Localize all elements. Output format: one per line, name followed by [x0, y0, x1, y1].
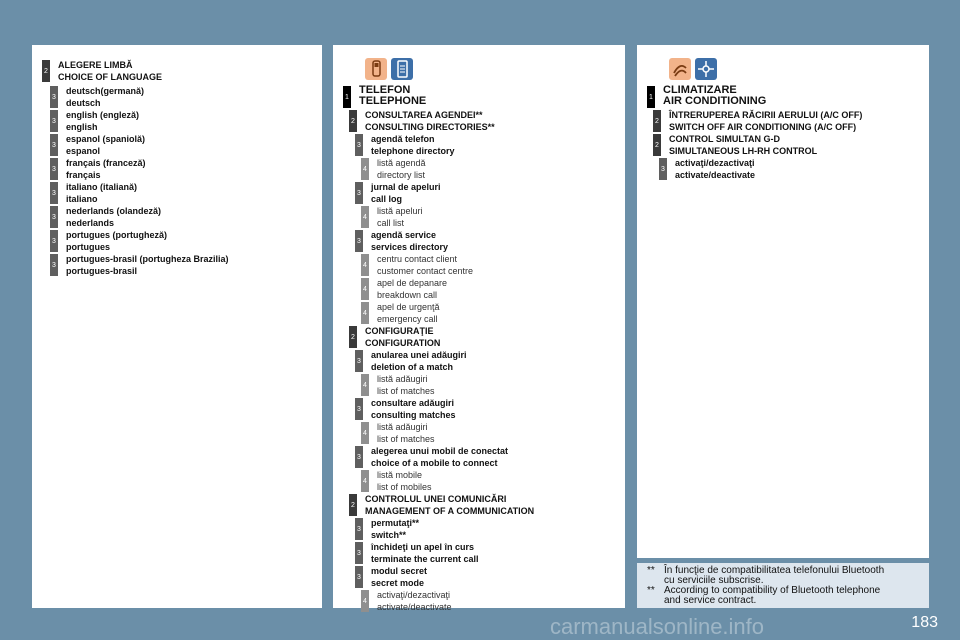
level-badge: 2 — [349, 110, 357, 132]
list-item[interactable] — [653, 109, 862, 133]
list-item[interactable] — [355, 349, 467, 373]
level-badge: 3 — [355, 182, 363, 204]
list-item[interactable] — [355, 517, 419, 541]
item-ro: agendă service — [371, 230, 437, 240]
list-item[interactable] — [50, 229, 167, 253]
item-en: français — [66, 170, 101, 180]
level-badge: 3 — [355, 566, 363, 588]
item-en: deutsch — [66, 98, 101, 108]
heading-choice-of-language — [42, 59, 162, 83]
item-ro: listă mobile — [377, 470, 423, 480]
item-ro: ÎNTRERUPEREA RĂCIRII AERULUI (A/C OFF) — [669, 110, 863, 120]
item-ro: consultare adăugiri — [371, 398, 455, 408]
item-ro: espanol (spaniolă) — [66, 134, 146, 144]
item-ro: nederlands (olandeză) — [66, 206, 162, 216]
level-badge: 3 — [355, 446, 363, 468]
item-ro: apel de depanare — [377, 278, 448, 288]
level-badge: 3 — [50, 182, 58, 204]
level-badge: 3 — [659, 158, 667, 180]
item-en: deletion of a match — [371, 362, 454, 372]
item-ro: activaţi/dezactivaţi — [377, 590, 451, 600]
list-item[interactable] — [361, 373, 435, 397]
item-en: customer contact centre — [377, 266, 474, 276]
level-badge: 1 — [343, 86, 351, 108]
level-badge: 3 — [50, 206, 58, 228]
item-en: list of matches — [377, 386, 435, 396]
list-item[interactable] — [361, 253, 473, 277]
list-item[interactable] — [349, 493, 534, 517]
list-item[interactable] — [50, 181, 137, 205]
list-item[interactable] — [50, 133, 145, 157]
title-ro: TELEFON — [359, 84, 411, 96]
title-en: AIR CONDITIONING — [663, 95, 767, 107]
list-item[interactable] — [50, 157, 146, 181]
list-item[interactable] — [361, 589, 452, 613]
heading-ro: ALEGERE LIMBĂ — [58, 60, 133, 70]
level-badge: 4 — [361, 254, 369, 276]
level-badge: 3 — [355, 134, 363, 156]
item-en: SWITCH OFF AIR CONDITIONING (A/C OFF) — [669, 122, 857, 132]
section-title-air-conditioning — [647, 85, 766, 108]
item-ro: listă apeluri — [377, 206, 423, 216]
heading-en: CHOICE OF LANGUAGE — [58, 72, 163, 82]
level-badge: 4 — [361, 206, 369, 228]
list-item[interactable] — [361, 277, 447, 301]
level-badge: 4 — [361, 278, 369, 300]
watermark: carmanualsonline.info — [550, 614, 765, 639]
item-ro: français (franceză) — [66, 158, 146, 168]
item-ro: jurnal de apeluri — [371, 182, 441, 192]
list-item[interactable] — [361, 301, 440, 325]
level-badge: 4 — [361, 470, 369, 492]
item-ro: listă agendă — [377, 158, 426, 168]
level-badge: 3 — [50, 230, 58, 252]
item-ro: alegerea unui mobil de conectat — [371, 446, 509, 456]
level-badge: 2 — [349, 494, 357, 516]
item-en: CONSULTING DIRECTORIES** — [365, 122, 495, 132]
list-item[interactable] — [50, 205, 161, 229]
item-en: services directory — [371, 242, 449, 252]
page-number: 183 — [911, 614, 938, 631]
item-en: activate/deactivate — [377, 602, 452, 612]
item-en: choice of a mobile to connect — [371, 458, 498, 468]
list-item[interactable] — [355, 397, 456, 421]
level-badge: 1 — [647, 86, 655, 108]
title-ro: CLIMATIZARE — [663, 84, 737, 96]
list-item[interactable] — [361, 157, 426, 181]
level-badge: 4 — [361, 422, 369, 444]
item-ro: agendă telefon — [371, 134, 435, 144]
item-ro: închideţi un apel în curs — [371, 542, 475, 552]
item-en: secret mode — [371, 578, 425, 588]
item-ro: permutaţi** — [371, 518, 420, 528]
list-item[interactable] — [355, 229, 448, 253]
list-item[interactable] — [50, 253, 229, 277]
level-badge: 3 — [355, 542, 363, 564]
item-en: directory list — [377, 170, 426, 180]
item-en: emergency call — [377, 314, 438, 324]
item-ro: centru contact client — [377, 254, 458, 264]
item-en: portugues-brasil — [66, 266, 138, 276]
item-en: call log — [371, 194, 403, 204]
item-en: nederlands — [66, 218, 115, 228]
list-item[interactable] — [349, 325, 440, 349]
fan-icon — [695, 58, 717, 80]
list-item[interactable] — [361, 469, 432, 493]
item-en: english — [66, 122, 98, 132]
list-item[interactable] — [355, 541, 479, 565]
item-en: terminate the current call — [371, 554, 479, 564]
list-item[interactable] — [355, 445, 508, 469]
title-en: TELEPHONE — [359, 95, 427, 107]
footnote-line: and service contract. — [664, 595, 757, 606]
level-badge: 3 — [355, 518, 363, 540]
panel-choice-of-language — [32, 45, 322, 608]
item-ro: portugues (portugheză) — [66, 230, 167, 240]
item-en: italiano — [66, 194, 98, 204]
item-ro: CONTROL SIMULTAN G-D — [669, 134, 780, 144]
directory-icon — [391, 58, 413, 80]
level-badge: 3 — [50, 134, 58, 156]
footnote-line: În funcţie de compatibilitatea telefonului Bluetooth — [664, 565, 885, 576]
footnote-line: According to compatibility of Bluetooth telephone — [664, 585, 881, 596]
level-badge: 3 — [355, 350, 363, 372]
footnote-marker: ** — [647, 565, 655, 576]
list-item[interactable] — [355, 181, 441, 205]
item-ro: portugues-brasil (portugheza Brazilia) — [66, 254, 229, 264]
item-ro: activaţi/dezactivaţi — [675, 158, 755, 168]
level-badge: 4 — [361, 158, 369, 180]
item-ro: italiano (italiană) — [66, 182, 138, 192]
item-ro: deutsch(germană) — [66, 86, 145, 96]
item-en: SIMULTANEOUS LH-RH CONTROL — [669, 146, 818, 156]
level-badge: 3 — [50, 86, 58, 108]
item-en: MANAGEMENT OF A COMMUNICATION — [365, 506, 535, 516]
level-badge: 4 — [361, 374, 369, 396]
list-item[interactable] — [361, 421, 435, 445]
level-badge: 3 — [50, 158, 58, 180]
item-ro: CONSULTAREA AGENDEI** — [365, 110, 483, 120]
item-en: consulting matches — [371, 410, 456, 420]
panel-telephone — [333, 45, 625, 612]
item-en: espanol — [66, 146, 101, 156]
phone-icon — [365, 58, 387, 80]
footnote-marker: ** — [647, 585, 655, 596]
item-en: list of matches — [377, 434, 435, 444]
level-badge: 3 — [355, 398, 363, 420]
footnote-box — [637, 563, 929, 608]
level-badge: 2 — [349, 326, 357, 348]
item-en: breakdown call — [377, 290, 438, 300]
item-en: list of mobiles — [377, 482, 432, 492]
item-ro: apel de urgenţă — [377, 302, 440, 312]
item-ro: modul secret — [371, 566, 428, 576]
level-badge: 2 — [42, 60, 50, 82]
level-badge: 4 — [361, 302, 369, 324]
item-ro: listă adăugiri — [377, 422, 428, 432]
level-badge: 3 — [355, 230, 363, 252]
footnote-line: cu serviciile subscrise. — [664, 575, 764, 586]
item-ro: anularea unei adăugiri — [371, 350, 467, 360]
item-ro: CONTROLUL UNEI COMUNICĂRI — [365, 494, 507, 504]
level-badge: 2 — [653, 134, 661, 156]
list-item[interactable] — [50, 85, 144, 109]
list-item[interactable] — [50, 109, 139, 133]
list-item[interactable] — [349, 109, 495, 133]
item-ro: CONFIGURAŢIE — [365, 326, 434, 336]
item-en: activate/deactivate — [675, 170, 756, 180]
list-item[interactable] — [361, 205, 423, 229]
item-en: CONFIGURATION — [365, 338, 441, 348]
list-item[interactable] — [653, 133, 817, 157]
list-item[interactable] — [659, 157, 755, 181]
item-ro: english (engleză) — [66, 110, 140, 120]
item-en: portugues — [66, 242, 110, 252]
list-item[interactable] — [355, 565, 427, 589]
level-badge: 3 — [50, 254, 58, 276]
panel-air-conditioning — [637, 45, 929, 558]
item-ro: listă adăugiri — [377, 374, 428, 384]
level-badge: 3 — [50, 110, 58, 132]
list-item[interactable] — [355, 133, 455, 157]
item-en: telephone directory — [371, 146, 455, 156]
level-badge: 4 — [361, 590, 369, 612]
item-en: switch** — [371, 530, 407, 540]
air-conditioning-icon — [669, 58, 691, 80]
item-en: call list — [377, 218, 405, 228]
section-title-telephone — [343, 85, 426, 108]
level-badge: 2 — [653, 110, 661, 132]
